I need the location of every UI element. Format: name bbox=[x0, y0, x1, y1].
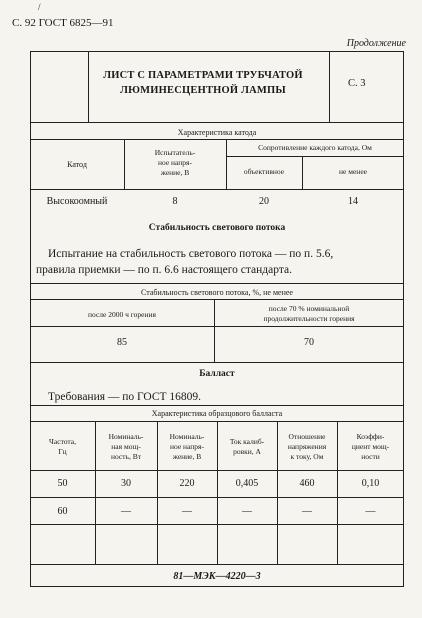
sheet-title bbox=[93, 68, 313, 98]
voltage-header-line-1: Испытатель- bbox=[154, 148, 196, 157]
min-subheader: не менее bbox=[339, 167, 367, 176]
title-bottom-rule bbox=[30, 122, 404, 123]
ratio-header bbox=[277, 432, 337, 462]
ballast-cell: — bbox=[365, 506, 376, 517]
factor-header-line-2: циент мощ- bbox=[351, 442, 390, 451]
flux-table-caption: Стабильность светового потока, %, не менее bbox=[141, 288, 293, 297]
ballast-section-heading: Балласт bbox=[199, 369, 235, 379]
ballast-cell: 0,10 bbox=[361, 478, 380, 489]
flux-left-value: 85 bbox=[117, 337, 127, 348]
cathode-header-bottom-rule bbox=[30, 189, 404, 190]
ballast-cell: — bbox=[121, 506, 131, 517]
current-header-line-2: ровки, А bbox=[233, 447, 261, 456]
ballast-cell: — bbox=[182, 506, 192, 517]
ballast-cell: 0,405 bbox=[235, 478, 259, 489]
ratio-header-line-1: Отношение bbox=[288, 432, 326, 441]
rated-voltage-header-line-3: жение, В bbox=[172, 452, 202, 461]
cathode-voltage-cell: 8 bbox=[172, 196, 178, 207]
flux-header-rule bbox=[30, 326, 404, 327]
ratio-header-line-2: напряжения bbox=[287, 442, 327, 451]
flux-table-top-rule bbox=[30, 283, 404, 284]
footer-rule bbox=[30, 564, 404, 565]
sheet-title-line-1: ЛИСТ С ПАРАМЕТРАМИ ТРУБЧАТОЙ bbox=[103, 70, 303, 81]
cathode-type-cell: Высокоомный bbox=[46, 196, 108, 207]
flux-section-heading: Стабильность светового потока bbox=[148, 223, 286, 233]
cathode-table-caption: Характеристика катода bbox=[177, 128, 257, 137]
cathode-min-cell: 14 bbox=[348, 196, 358, 207]
voltage-header bbox=[157, 432, 217, 462]
voltage-col-header bbox=[124, 148, 226, 178]
ballast-text: Требования — по ГОСТ 16809. bbox=[48, 391, 202, 403]
flux-right-value: 70 bbox=[304, 337, 314, 348]
ballast-cell: — bbox=[242, 506, 252, 517]
calibration-current-header bbox=[217, 437, 277, 457]
frequency-header-line-1: Частота, bbox=[49, 437, 76, 446]
rated-voltage-header-line-1: Номиналь- bbox=[169, 432, 205, 441]
ballast-cell: 460 bbox=[299, 478, 315, 489]
factor-header-line-3: ности bbox=[361, 452, 380, 461]
title-right-divider bbox=[329, 51, 330, 122]
power-header-line-3: ность, Вт bbox=[110, 452, 141, 461]
current-header-line-1: Ток калиб- bbox=[229, 437, 265, 446]
ballast-table-caption: Характеристика образцового балласта bbox=[151, 409, 283, 418]
voltage-header-line-3: жение, В bbox=[160, 168, 190, 177]
flux-text-line-2: правила приемки — по п. 6.6 настоящего стандарта. bbox=[36, 264, 292, 276]
flux-caption-rule bbox=[30, 299, 404, 300]
flux-right-header-line-2: продолжительности горения bbox=[263, 314, 355, 323]
power-header-line-1: Номиналь- bbox=[108, 432, 144, 441]
sheet-number: С. 3 bbox=[348, 78, 366, 89]
title-left-divider bbox=[88, 51, 89, 122]
power-header bbox=[95, 432, 157, 462]
cathode-subheader-rule bbox=[226, 156, 404, 157]
ballast-cell: 50 bbox=[57, 478, 68, 489]
flux-text-line-1: Испытание на стабильность светового потока — по п. 5.6, bbox=[48, 248, 334, 260]
ballast-table-top-rule bbox=[30, 405, 404, 406]
frequency-header-line-2: Гц bbox=[58, 447, 67, 456]
ballast-cell: 30 bbox=[121, 478, 131, 489]
cathode-nominal-cell: 20 bbox=[259, 196, 269, 207]
resistance-col-header: Сопротивление каждого катода, Ом bbox=[258, 143, 372, 152]
factor-header-line-1: Коэффи- bbox=[356, 432, 385, 441]
sheet-title-line-2: ЛЮМИНЕСЦЕНТНОЙ ЛАМПЫ bbox=[120, 85, 286, 96]
frequency-header bbox=[30, 437, 95, 457]
ratio-header-line-3: к току, Ом bbox=[290, 452, 324, 461]
ballast-cell: 220 bbox=[179, 478, 195, 489]
power-factor-header bbox=[337, 432, 404, 462]
cathode-table-top-rule bbox=[30, 139, 404, 140]
flux-left-header: после 2000 ч горения bbox=[88, 310, 156, 319]
rated-voltage-header-line-2: ное напря- bbox=[169, 442, 204, 451]
nominal-subheader: объективное bbox=[243, 167, 285, 176]
power-header-line-2: ная мощ- bbox=[111, 442, 141, 451]
ballast-cell: — bbox=[302, 506, 312, 517]
page-header-right: Продолжение bbox=[346, 38, 406, 49]
footer-code: 81—МЭК—4220—3 bbox=[173, 571, 261, 582]
flux-table-bottom-rule bbox=[30, 362, 404, 363]
cathode-col-header: Катод bbox=[67, 160, 87, 169]
stray-tick-mark: / bbox=[38, 2, 41, 12]
flux-right-header bbox=[214, 304, 404, 324]
page-header-left: С. 92 ГОСТ 6825—91 bbox=[12, 17, 114, 29]
voltage-header-line-2: ное напря- bbox=[157, 158, 192, 167]
ballast-cell: 60 bbox=[57, 506, 68, 517]
flux-right-header-line-1: после 70 % номинальной bbox=[268, 304, 350, 313]
